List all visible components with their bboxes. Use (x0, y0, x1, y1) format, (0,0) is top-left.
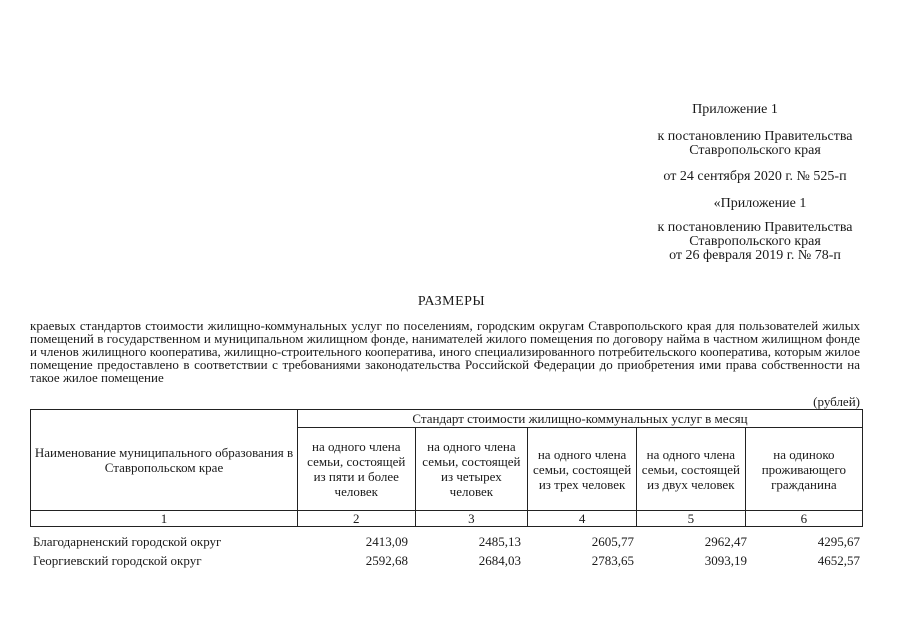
cost-value: 2413,09 (365, 534, 408, 549)
cost-standard-group-header: Стандарт стоимости жилищно-коммунальных услуг в месяц (298, 410, 863, 428)
appendix-label: Приложение 1 (692, 102, 778, 117)
cost-value: 2605,77 (591, 534, 634, 549)
cost-value: 2783,65 (591, 553, 634, 568)
cost-value: 4652,57 (817, 553, 860, 568)
column-number: 3 (415, 511, 528, 527)
cost-value: 2684,03 (478, 553, 521, 568)
appendix-quoted-label: «Приложение 1 (713, 196, 807, 211)
cost-value: 3093,19 (704, 553, 747, 568)
column-number: 4 (528, 511, 637, 527)
municipality-column-header: Наименование муниципального образования в Ставропольском крае (31, 410, 298, 511)
column-header-five-plus: на одного члена семьи, состоящей из пяти и более человек (298, 428, 416, 511)
column-number: 6 (745, 511, 862, 527)
table-row (30, 532, 863, 551)
column-number: 2 (298, 511, 416, 527)
cost-value: 2962,47 (704, 534, 747, 549)
column-number: 1 (31, 511, 298, 527)
decree-reference-2 (600, 221, 903, 263)
municipality-name: Благодарненский городской округ (33, 534, 222, 549)
decree-to-text-2: к постановлению Правительства (657, 220, 853, 235)
cost-value: 4295,67 (817, 534, 860, 549)
decree-date-2: от 26 февраля 2019 г. № 78-п (669, 248, 841, 263)
column-number: 5 (636, 511, 745, 527)
document-subtitle: краевых стандартов стоимости жилищно-коммунальных услуг по поселениям, городским округам Ставропольского края для пользователей жилых помещений в государственном и муниципальном жилищном фонде, нанимателей жилого помещения по договору найма в частном жилищном фонде и членов жилищного кооператива, жилищно-строительного кооператива, иного специализированного потребительского кооператива, которым жилое помещение предоставлено в соответствии с требованиями законодательства Российской Федерации до приобретения ими права собственности на такое жилое помещение (30, 318, 860, 385)
decree-reference-1 (600, 130, 903, 158)
municipality-name: Георгиевский городской округ (33, 553, 202, 568)
standards-table-body (30, 532, 863, 570)
column-header-two: на одного члена семьи, состоящей из двух человек (636, 428, 745, 511)
column-header-four: на одного члена семьи, состоящей из четырех человек (415, 428, 528, 511)
cost-value: 2485,13 (478, 534, 521, 549)
document-title: РАЗМЕРЫ (417, 294, 486, 309)
units-label: (рублей) (813, 394, 860, 409)
column-header-single: на одиноко проживающего гражданина (745, 428, 862, 511)
decree-to-text: к постановлению Правительства (657, 129, 853, 144)
standards-table-header (30, 409, 863, 527)
region-text-2: Ставропольского края (689, 234, 821, 249)
table-row (30, 551, 863, 570)
cost-value: 2592,68 (365, 553, 408, 568)
column-header-three: на одного члена семьи, состоящей из трех человек (528, 428, 637, 511)
decree-date-1: от 24 сентября 2020 г. № 525-п (663, 169, 847, 184)
region-text: Ставропольского края (689, 143, 821, 158)
